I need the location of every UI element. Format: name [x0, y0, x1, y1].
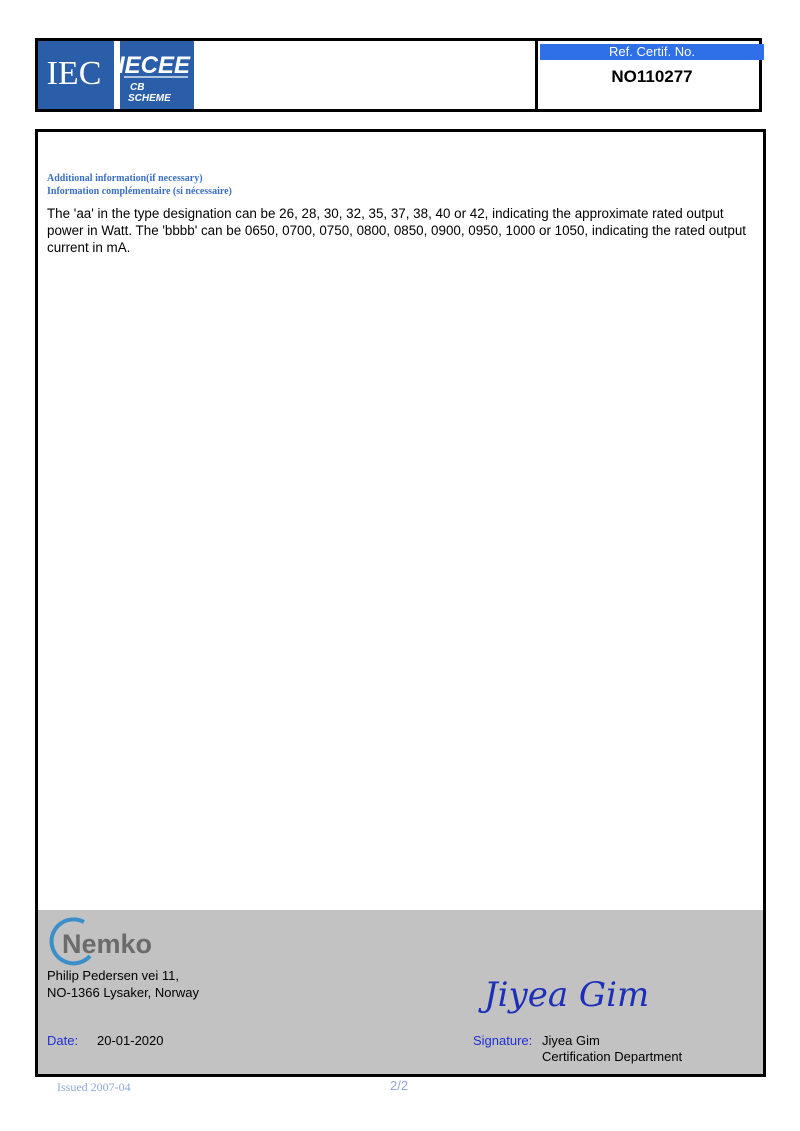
- issuer-address: [47, 967, 199, 1001]
- additional-info-line: The 'aa' in the type designation can be 26, 28, 30, 32, 35, 37, 38, 40 or 42, indicating the approximate rated output: [47, 206, 724, 221]
- header-divider: [535, 41, 538, 109]
- certificate-footer: [38, 910, 763, 1074]
- iec-iecee-logo: [38, 41, 194, 109]
- svg-text:SCHEME: SCHEME: [128, 93, 171, 104]
- additional-info-line: power in Watt. The 'bbbb' can be 0650, 0700, 0750, 0800, 0850, 0900, 0950, 1000 or 1050, indicating the rated output: [47, 223, 746, 238]
- ref-certif-number: NO110277: [611, 67, 693, 86]
- signature-label: Signature:: [473, 1033, 533, 1048]
- svg-text:Nemko: Nemko: [62, 929, 153, 959]
- signer-name: Jiyea Gim: [542, 1033, 600, 1048]
- additional-info-title-en: Additional information(if necessary): [47, 173, 203, 184]
- issued-date: Issued 2007-04: [57, 1080, 131, 1094]
- nemko-logo: [46, 916, 178, 968]
- additional-info-heading: [47, 172, 232, 198]
- address-line: NO-1366 Lysaker, Norway: [47, 985, 199, 1000]
- date-label: Date:: [47, 1033, 79, 1048]
- signer-department: Certification Department: [542, 1049, 683, 1064]
- ref-certif-label: Ref. Certif. No.: [540, 44, 764, 60]
- address-line: Philip Pedersen vei 11,: [47, 968, 180, 983]
- page-number: 2/2: [390, 1078, 409, 1093]
- signer-block: [542, 1033, 682, 1065]
- additional-info-line: current in mA.: [47, 240, 131, 255]
- certificate-header: [35, 38, 762, 112]
- svg-text:CB: CB: [130, 82, 145, 93]
- date-value: 20-01-2020: [97, 1033, 164, 1048]
- svg-text:IEC: IEC: [46, 55, 102, 92]
- svg-text:IECEE: IECEE: [117, 52, 191, 79]
- additional-info-text: [47, 205, 759, 256]
- handwritten-signature: [476, 954, 666, 1032]
- certificate-body: [35, 129, 766, 1077]
- svg-text:Jiyea Gim: Jiyea Gim: [484, 975, 650, 1015]
- additional-info-title-fr: Information complémentaire (si nécessaire): [47, 186, 232, 197]
